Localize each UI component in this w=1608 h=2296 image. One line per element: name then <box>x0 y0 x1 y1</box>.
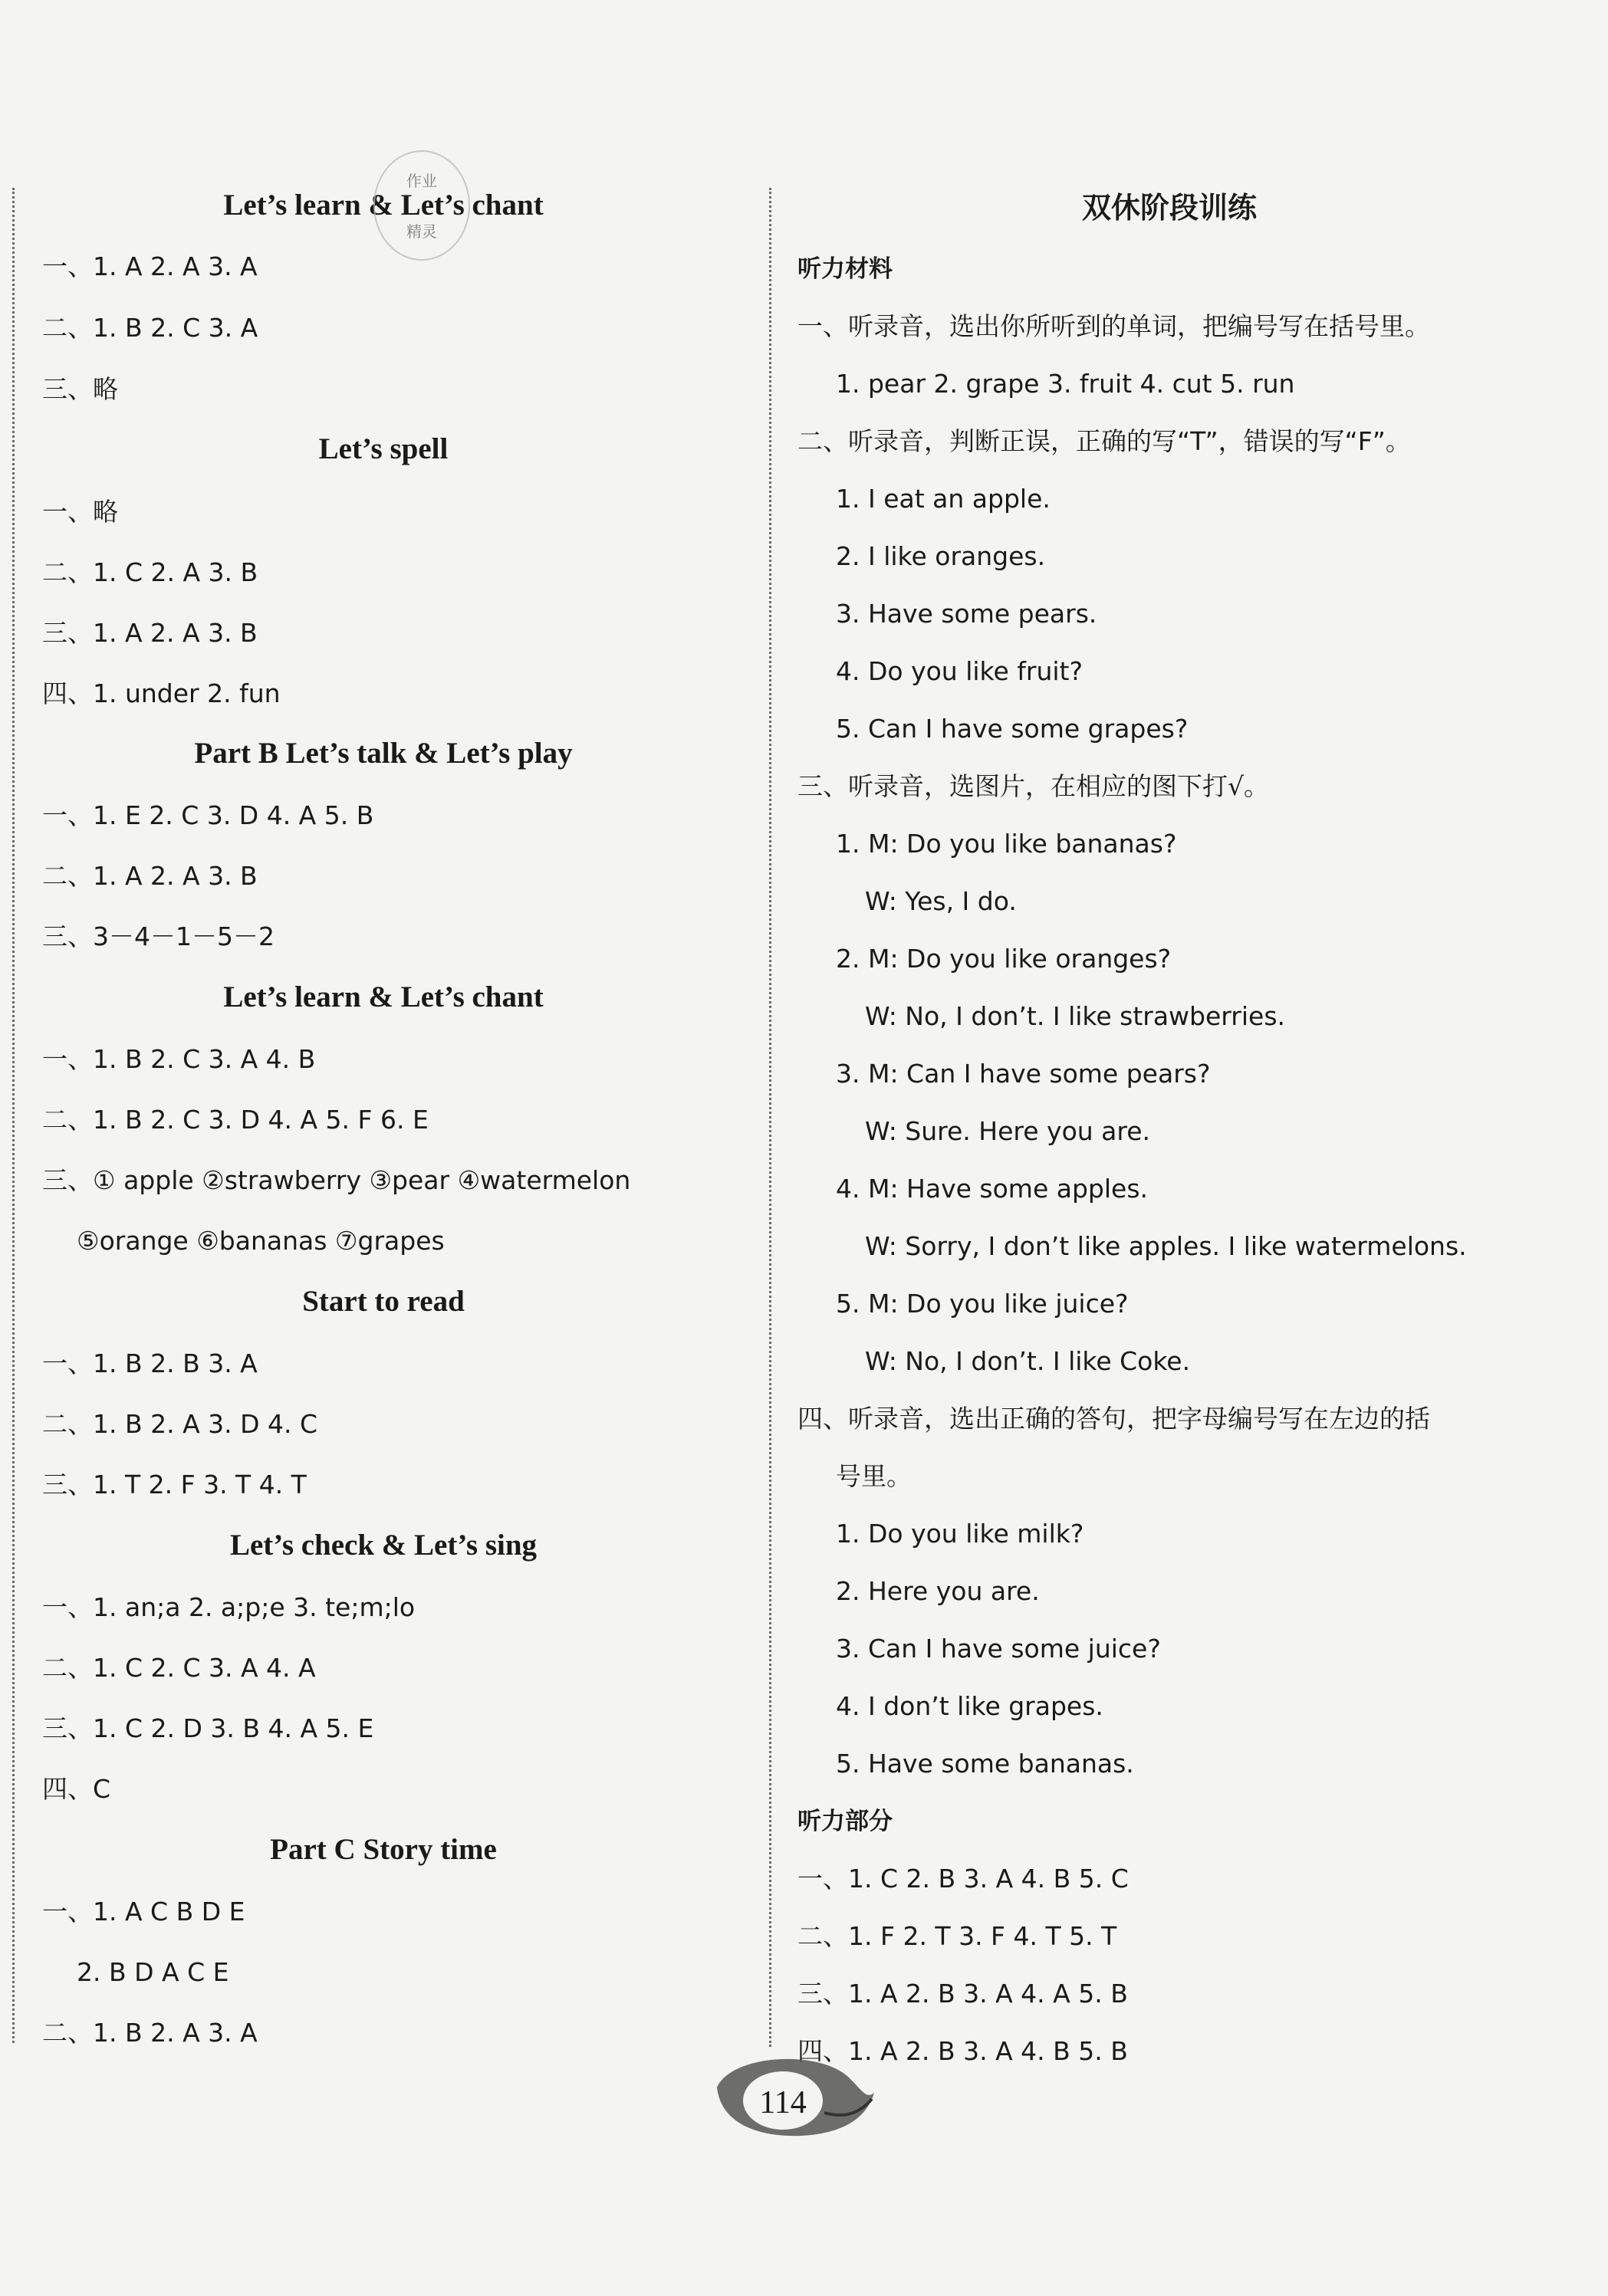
answer-line: 一、1. E 2. C 3. D 4. A 5. B <box>42 800 374 830</box>
answer-line: 三、1. T 2. F 3. T 4. T <box>42 1470 307 1499</box>
answer-line: 二、1. B 2. C 3. D 4. A 5. F 6. E <box>42 1105 429 1135</box>
column-divider <box>769 188 771 2047</box>
answer-line: 一、略 <box>42 497 118 527</box>
question-line: 2. I like oranges. <box>836 541 1046 571</box>
question-line: 4. Do you like fruit? <box>836 656 1083 686</box>
question-line: 2. Here you are. <box>836 1576 1040 1606</box>
answer-line: 四、C <box>42 1774 111 1804</box>
answer-line: 四、1. under 2. fun <box>42 678 281 708</box>
dialogue-line: 2. M: Do you like oranges? <box>836 944 1172 974</box>
answer-line: 一、1. B 2. C 3. A 4. B <box>42 1044 316 1074</box>
section-heading: Let’s spell <box>318 432 449 465</box>
question-line: 1. pear 2. grape 3. fruit 4. cut 5. run <box>836 369 1295 399</box>
answer-line: 三、略 <box>42 374 118 404</box>
page-title: 双休阶段训练 <box>1081 190 1257 225</box>
page-number: 114 <box>759 2085 807 2120</box>
question-line: 5. Can I have some grapes? <box>836 714 1189 744</box>
answer-line: 三、3－4－1－5－2 <box>42 921 275 951</box>
stamp-text: 作业 <box>406 172 437 190</box>
section-heading: Start to read <box>302 1285 465 1318</box>
answer-line: 二、1. A 2. A 3. B <box>42 861 258 891</box>
subsection-title: 听力材料 <box>797 255 893 283</box>
subsection-title: 听力部分 <box>797 1808 893 1835</box>
stamp-text: 精灵 <box>406 222 437 241</box>
question-line: 5. Have some bananas. <box>836 1749 1134 1779</box>
answer-line: 三、1. A 2. A 3. B <box>42 618 258 648</box>
answer-line: 三、1. C 2. D 3. B 4. A 5. E <box>42 1713 374 1743</box>
question-line: 四、听录音，选出正确的答句，把字母编号写在左边的括 <box>797 1404 1430 1434</box>
answer-line: 四、1. A 2. B 3. A 4. B 5. B <box>797 2036 1128 2066</box>
section-heading: Part C Story time <box>270 1833 497 1866</box>
answer-line: ⑤orange ⑥bananas ⑦grapes <box>77 1226 445 1256</box>
dialogue-line: 3. M: Can I have some pears? <box>836 1059 1211 1089</box>
dialogue-line: 1. M: Do you like bananas? <box>836 829 1177 859</box>
question-line: 4. I don’t like grapes. <box>836 1691 1103 1721</box>
answer-line: 一、1. B 2. B 3. A <box>42 1348 258 1378</box>
question-line: 三、听录音，选图片，在相应的图下打√。 <box>797 771 1270 801</box>
question-line: 号里。 <box>836 1461 912 1491</box>
answer-line: 三、1. A 2. B 3. A 4. A 5. B <box>797 1979 1128 2009</box>
question-line: 二、听录音，判断正误，正确的写“T”，错误的写“F”。 <box>797 426 1411 456</box>
dialogue-line: 5. M: Do you like juice? <box>836 1289 1129 1319</box>
answer-line: 二、1. F 2. T 3. F 4. T 5. T <box>797 1921 1117 1951</box>
seal-stamp <box>373 150 470 261</box>
answer-line: 一、1. an;a 2. a;p;e 3. te;m;lo <box>42 1592 416 1622</box>
answer-line: 2. B D A C E <box>77 1957 229 1987</box>
section-heading: Let’s check & Let’s sing <box>229 1529 538 1562</box>
answer-line: 二、1. C 2. A 3. B <box>42 557 258 587</box>
answer-line: 二、1. B 2. A 3. A <box>42 2018 258 2048</box>
answer-line: 三、① apple ②strawberry ③pear ④watermelon <box>42 1165 631 1195</box>
question-line: 1. I eat an apple. <box>836 484 1051 514</box>
answer-line: 二、1. C 2. C 3. A 4. A <box>42 1653 316 1683</box>
section-heading: Let’s learn & Let’s chant <box>223 980 544 1013</box>
answer-line: 一、1. A C B D E <box>42 1897 245 1926</box>
answer-line: 一、1. C 2. B 3. A 4. B 5. C <box>797 1864 1129 1894</box>
section-heading: Part B Let’s talk & Let’s play <box>194 737 573 770</box>
question-line: 3. Have some pears. <box>836 599 1097 629</box>
dialogue-line: W: No, I don’t. I like Coke. <box>865 1346 1191 1376</box>
question-line: 一、听录音，选出你所听到的单词，把编号写在括号里。 <box>797 311 1430 341</box>
answer-line: 二、1. B 2. C 3. A <box>42 313 258 343</box>
question-line: 3. Can I have some juice? <box>836 1634 1161 1664</box>
answer-line: 二、1. B 2. A 3. D 4. C <box>42 1409 318 1439</box>
section-heading: Let’s learn & Let’s chant <box>223 189 544 222</box>
dialogue-line: W: Sorry, I don’t like apples. I like watermelons. <box>865 1231 1467 1261</box>
question-line: 1. Do you like milk? <box>836 1519 1084 1549</box>
dialogue-line: W: Yes, I do. <box>865 886 1017 916</box>
dialogue-line: W: No, I don’t. I like strawberries. <box>865 1001 1285 1031</box>
dialogue-line: W: Sure. Here you are. <box>865 1116 1151 1146</box>
answer-line: 一、1. A 2. A 3. A <box>42 251 258 281</box>
dialogue-line: 4. M: Have some apples. <box>836 1174 1149 1204</box>
